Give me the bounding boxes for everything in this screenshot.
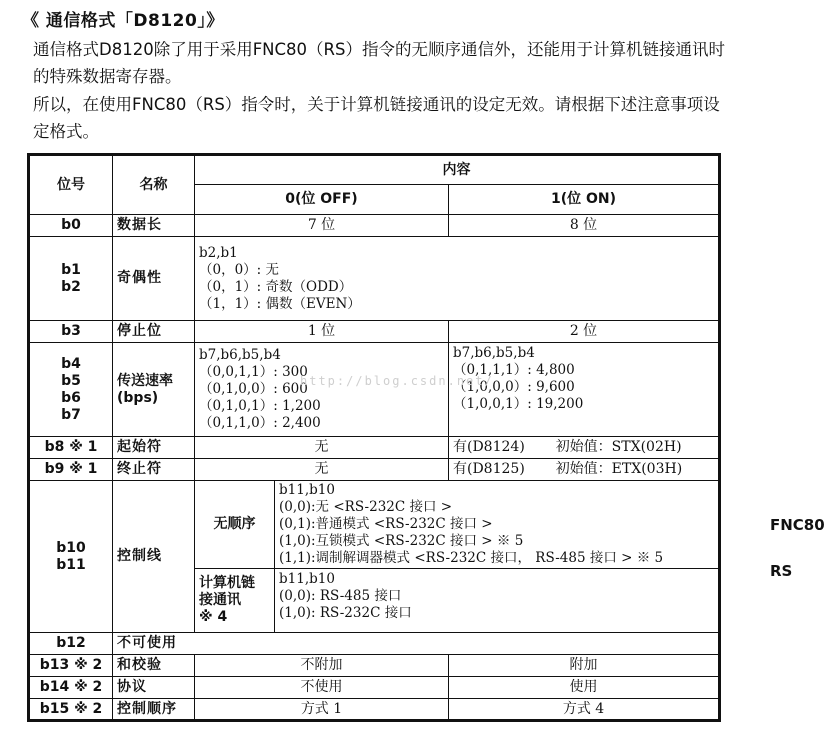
bit-b0: b0 xyxy=(29,215,113,237)
baud-on-content xyxy=(449,343,720,437)
parity-line: （0，1）: 奇数（ODD） xyxy=(199,278,353,295)
bit-b4-b7: b4 b5 b6 b7 xyxy=(29,343,113,437)
b15-on: 方式 4 xyxy=(449,699,720,721)
name-parity: 奇偶性 xyxy=(113,237,195,321)
control-line-item: (1,1):调制解调器模式 <RS-232C 接口， RS-485 接口 > ※ 5 xyxy=(279,550,664,566)
b0-off: 7 位 xyxy=(195,215,449,237)
b8-off: 无 xyxy=(195,437,449,459)
b8-initial: 初始值：STX(02H) xyxy=(555,439,682,455)
note-paragraph: 所以，在使用FNC80（RS）指令时，关于计算机链接通讯的设定无效。请根据下述注意事项设定格式。 xyxy=(33,95,720,141)
bit-b12: b12 xyxy=(29,633,113,655)
parity-line: （1，1）: 偶数（EVEN） xyxy=(199,295,361,312)
table-row xyxy=(29,633,720,655)
table-row xyxy=(29,321,720,343)
table-row xyxy=(29,437,720,459)
bit-b13: b13 ※ 2 xyxy=(29,655,113,677)
baud-off-content xyxy=(195,343,449,437)
control-line-item: (0,1):普通模式 <RS-232C 接口 > xyxy=(279,516,493,532)
sub-non-protocol: 无顺序 xyxy=(195,481,275,569)
bit-b15: b15 ※ 2 xyxy=(29,699,113,721)
control-line-item: (0,0):无 <RS-232C 接口 > xyxy=(279,499,453,515)
name-checksum: 和校验 xyxy=(113,655,195,677)
bit-b10-b11: b10 b11 xyxy=(29,481,113,633)
b14-off: 不使用 xyxy=(195,677,449,699)
header-content: 内容 xyxy=(195,155,720,185)
b13-off: 不附加 xyxy=(195,655,449,677)
table-row xyxy=(29,215,720,237)
bit-b14: b14 ※ 2 xyxy=(29,677,113,699)
parity-line: b2,b1 xyxy=(199,244,238,261)
parity-content xyxy=(195,237,720,321)
name-unusable: 不可使用 xyxy=(113,633,720,655)
table-row xyxy=(29,343,720,437)
header-bit: 位号 xyxy=(29,155,113,215)
name-stop-bit: 停止位 xyxy=(113,321,195,343)
name-start-char: 起始符 xyxy=(113,437,195,459)
computer-link-content xyxy=(275,569,720,633)
name-baud-rate: 传送速率 (bps) xyxy=(113,343,195,437)
header-name: 名称 xyxy=(113,155,195,215)
b13-on: 附加 xyxy=(449,655,720,677)
parity-line: （0，0）: 无 xyxy=(199,261,280,278)
control-line-item: (1,0): RS-232C 接口 xyxy=(279,605,412,621)
baud-line: （0,1,0,0）: 600 xyxy=(199,381,308,397)
side-label-rs: RS xyxy=(770,562,793,580)
table-row xyxy=(29,699,720,721)
side-label-fnc80: FNC80 xyxy=(770,516,825,534)
bit-b1-b2: b1 b2 xyxy=(29,237,113,321)
b9-on xyxy=(449,459,720,481)
d8120-format-table xyxy=(27,153,721,722)
table-row xyxy=(29,459,720,481)
header-on: 1(位 ON) xyxy=(449,185,720,215)
baud-line: （0,1,1,1）: 4,800 xyxy=(453,362,575,378)
bit-b3: b3 xyxy=(29,321,113,343)
table-row xyxy=(29,655,720,677)
b14-on: 使用 xyxy=(449,677,720,699)
b9-initial: 初始值：ETX(03H) xyxy=(555,461,683,477)
baud-line: （1,0,0,0）: 9,600 xyxy=(453,379,575,395)
name-data-length: 数据长 xyxy=(113,215,195,237)
b0-on: 8 位 xyxy=(449,215,720,237)
baud-line: （1,0,0,1）: 19,200 xyxy=(453,396,584,412)
b9-off: 无 xyxy=(195,459,449,481)
b3-off: 1 位 xyxy=(195,321,449,343)
b15-off: 方式 1 xyxy=(195,699,449,721)
baud-line: （0,0,1,1）: 300 xyxy=(199,364,308,380)
bit-b9: b9 ※ 1 xyxy=(29,459,113,481)
table-row xyxy=(29,481,720,569)
b3-on: 2 位 xyxy=(449,321,720,343)
sub-computer-link: 计算机链 接通讯 ※ 4 xyxy=(195,569,275,633)
name-control-line: 控制线 xyxy=(113,481,195,633)
control-line-item: b11,b10 xyxy=(279,571,335,587)
bit-b8: b8 ※ 1 xyxy=(29,437,113,459)
non-protocol-content xyxy=(275,481,720,569)
header-off: 0(位 OFF) xyxy=(195,185,449,215)
baud-line: （0,1,0,1）: 1,200 xyxy=(199,398,321,414)
name-control-sequence: 控制顺序 xyxy=(113,699,195,721)
b8-on xyxy=(449,437,720,459)
control-line-item: b11,b10 xyxy=(279,482,335,498)
control-line-item: (0,0): RS-485 接口 xyxy=(279,588,402,604)
name-end-char: 终止符 xyxy=(113,459,195,481)
table-row xyxy=(29,237,720,321)
b9-register: 有(D8125) xyxy=(453,461,525,477)
baud-line: （0,1,1,0）: 2,400 xyxy=(199,415,321,431)
section-heading: 《 通信格式「D8120」》 xyxy=(22,11,224,31)
b8-register: 有(D8124) xyxy=(453,439,525,455)
watermark: http://blog.csdn.net/ xyxy=(300,374,494,388)
control-line-item: (1,0):互锁模式 <RS-232C 接口 > ※ 5 xyxy=(279,533,524,549)
name-protocol: 协议 xyxy=(113,677,195,699)
baud-line: b7,b6,b5,b4 xyxy=(199,347,281,363)
table-row xyxy=(29,677,720,699)
intro-paragraph: 通信格式D8120除了用于采用FNC80（RS）指令的无顺序通信外，还能用于计算机链接通讯时的特殊数据寄存器。 xyxy=(33,40,725,86)
baud-line: b7,b6,b5,b4 xyxy=(453,345,535,361)
